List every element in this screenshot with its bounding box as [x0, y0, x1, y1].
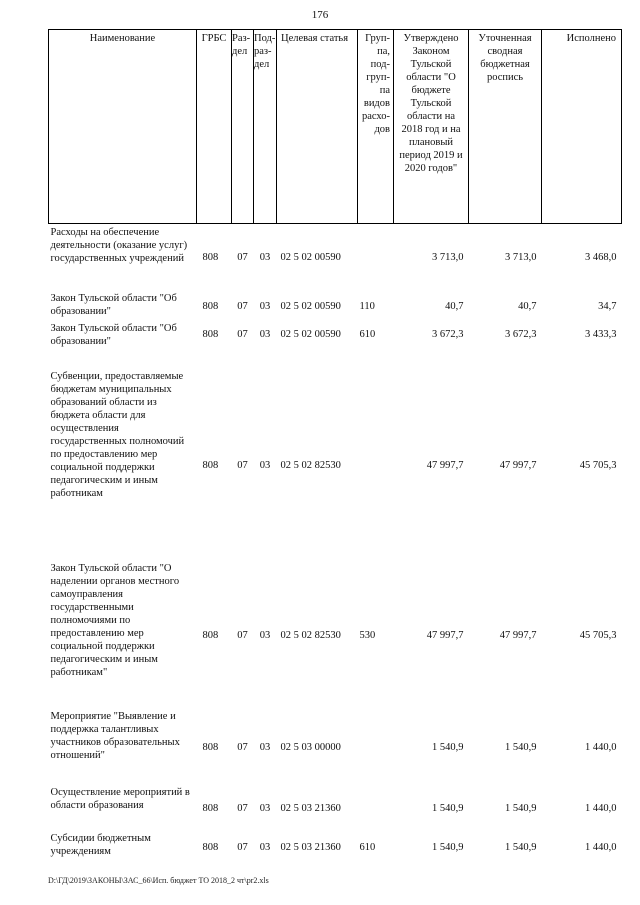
row-name: Субвенции, предоставляемые бюджетам муниципальных образований области из бюджета области для осуществления государственных полномочий по предоставлению мер социальной поддержки педагогическим и иным работникам [50, 370, 185, 499]
row-target: 02 5 02 82530 [280, 630, 341, 641]
row-refined: 1 540,9 [505, 842, 537, 853]
row-razdel: 07 [237, 301, 248, 312]
row-razdel: 07 [237, 803, 248, 814]
row-target: 02 5 02 00590 [280, 328, 341, 340]
row-name: Расходы на обеспечение деятельности (оказание услуг) государственных учреждений [50, 227, 188, 264]
row-approved: 1 540,9 [432, 742, 464, 753]
row-executed: 34,7 [598, 301, 617, 312]
table-header-row [49, 30, 622, 224]
row-refined: 3 672,3 [505, 328, 537, 340]
row-refined: 1 540,9 [505, 803, 537, 814]
row-approved: 40,7 [445, 301, 464, 312]
row-podrazdel: 03 [259, 460, 271, 471]
header-grbs: ГРБС [197, 30, 232, 224]
header-executed: Исполнено [542, 30, 622, 224]
table-row [49, 710, 622, 786]
row-podrazdel: 03 [259, 742, 271, 753]
header-target: Целевая статья [277, 30, 358, 224]
row-target: 02 5 02 82530 [280, 460, 341, 471]
table-row [49, 292, 622, 322]
row-executed: 45 705,3 [579, 460, 617, 471]
row-target: 02 5 02 00590 [280, 252, 341, 264]
row-target: 02 5 03 21360 [280, 803, 341, 814]
row-grbs: 808 [202, 630, 219, 641]
row-vid: 610 [359, 842, 376, 853]
file-path-footer: D:\ГД\2019\ЗАКОНЫ\ЗАС_66\Исп. бюджет ТО 2018_2 чт\pr2.xls [48, 876, 269, 885]
row-name: Субсидии бюджетным учреждениям [50, 832, 151, 857]
row-vid: 110 [359, 301, 375, 312]
row-podrazdel: 03 [259, 328, 271, 340]
row-podrazdel: 03 [259, 630, 271, 641]
header-name: Наименование [49, 30, 197, 224]
row-podrazdel: 03 [259, 252, 271, 264]
table-row [49, 562, 622, 710]
row-razdel: 07 [237, 460, 248, 471]
row-approved: 3 713,0 [432, 252, 464, 264]
row-refined: 1 540,9 [505, 742, 537, 753]
row-grbs: 808 [202, 742, 219, 753]
header-vid: Груп-па, под-груп-па видов расхо-дов [358, 30, 394, 224]
row-refined: 3 713,0 [505, 252, 537, 264]
row-refined: 47 997,7 [499, 460, 537, 471]
row-approved: 3 672,3 [432, 328, 464, 340]
row-vid: 530 [359, 630, 376, 641]
row-podrazdel: 03 [259, 803, 271, 814]
row-razdel: 07 [237, 252, 248, 264]
header-approved: Утверждено Законом Тульской области "О бюджете Тульской области на 2018 год и на плановый период 2019 и 2020 годов" [394, 30, 469, 224]
row-target: 02 5 03 00000 [280, 742, 341, 753]
row-grbs: 808 [202, 301, 219, 312]
row-grbs: 808 [202, 328, 219, 340]
row-target: 02 5 02 00590 [280, 301, 341, 312]
table-row [49, 322, 622, 370]
row-approved: 47 997,7 [426, 630, 464, 641]
row-executed: 3 433,3 [585, 328, 617, 340]
header-razdel: Раз-дел [232, 30, 254, 224]
row-name: Осуществление мероприятий в области образования [50, 786, 190, 811]
header-refined: Уточненная сводная бюджетная роспись [469, 30, 542, 224]
row-name: Закон Тульской области "О наделении органов местного самоуправления государственными полномочиями по предоставлению мер социальной поддержки педагогическим и иным работникам" [50, 562, 180, 678]
table-row [49, 832, 622, 864]
row-executed: 1 440,0 [585, 842, 617, 853]
row-razdel: 07 [237, 742, 248, 753]
table-row [49, 370, 622, 562]
row-refined: 40,7 [518, 301, 537, 312]
row-refined: 47 997,7 [499, 630, 537, 641]
header-podrazdel: Под-раз-дел [254, 30, 277, 224]
row-approved: 47 997,7 [426, 460, 464, 471]
row-vid [358, 710, 394, 786]
row-approved: 1 540,9 [432, 842, 464, 853]
row-grbs: 808 [202, 803, 219, 814]
row-vid: 610 [359, 328, 376, 340]
row-executed: 3 468,0 [585, 252, 617, 264]
row-razdel: 07 [237, 328, 248, 340]
row-vid [358, 786, 394, 832]
row-podrazdel: 03 [259, 842, 271, 853]
row-podrazdel: 03 [259, 301, 271, 312]
row-razdel: 07 [237, 630, 248, 641]
row-vid [358, 224, 394, 292]
row-grbs: 808 [202, 842, 219, 853]
table-row [49, 786, 622, 832]
row-approved: 1 540,9 [432, 803, 464, 814]
row-grbs: 808 [202, 252, 219, 264]
budget-table [48, 29, 622, 864]
table-row [49, 224, 622, 292]
row-vid [358, 370, 394, 562]
row-name: Закон Тульской области "Об образовании" [50, 322, 177, 347]
row-name: Мероприятие "Выявление и поддержка талантливых участников образовательных отношений" [50, 710, 180, 761]
row-name: Закон Тульской области "Об образовании" [50, 292, 177, 317]
row-target: 02 5 03 21360 [280, 842, 341, 853]
row-executed: 1 440,0 [585, 742, 617, 753]
row-grbs: 808 [202, 460, 219, 471]
row-executed: 45 705,3 [579, 630, 617, 641]
page-number: 176 [311, 9, 329, 21]
row-razdel: 07 [237, 842, 248, 853]
row-executed: 1 440,0 [585, 803, 617, 814]
